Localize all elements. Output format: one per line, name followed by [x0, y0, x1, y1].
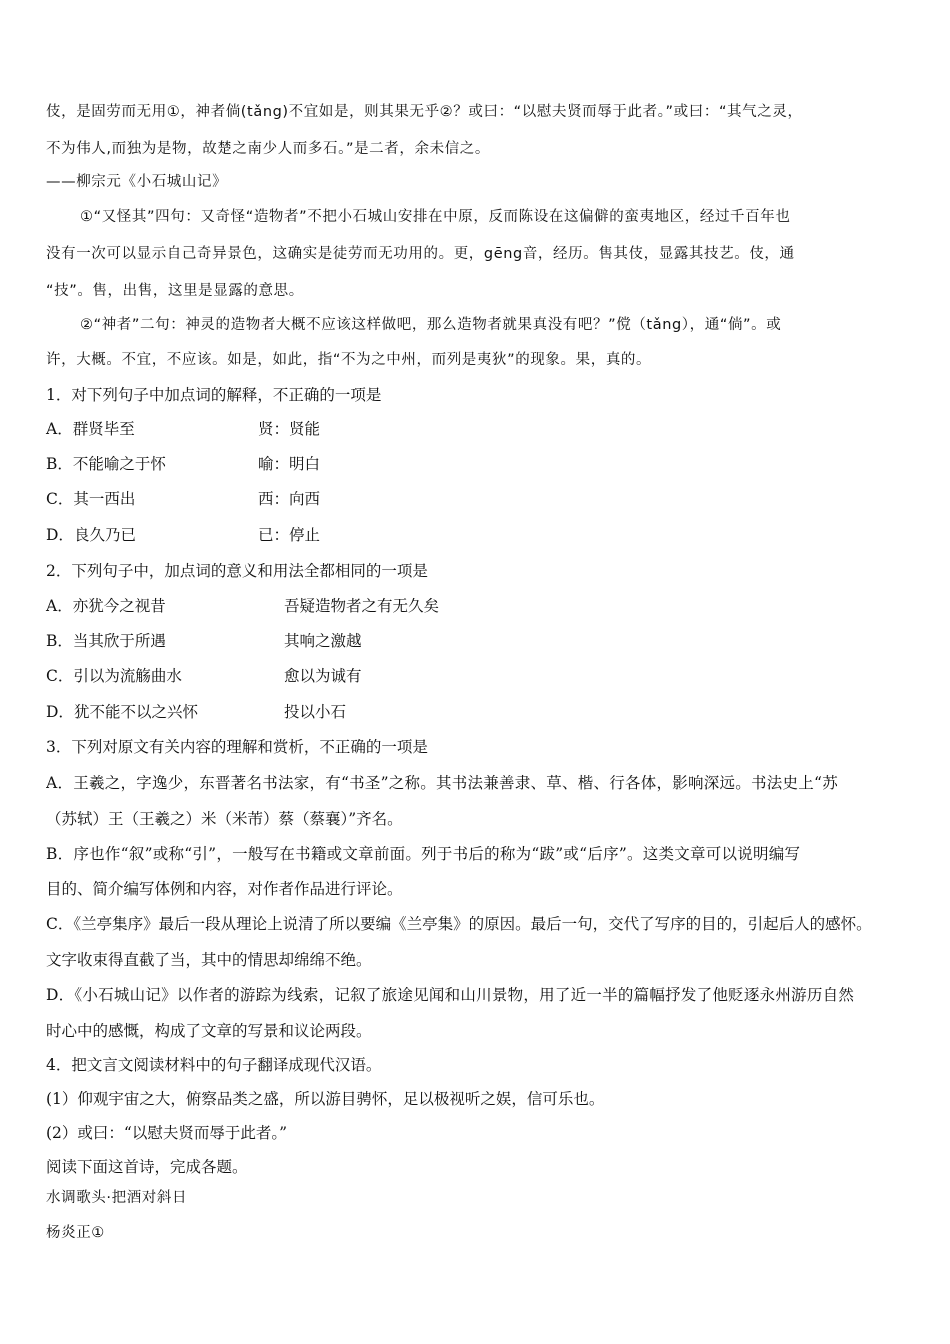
option-letter: D．: [46, 703, 74, 721]
q2-option-a: [46, 596, 166, 616]
q1-gloss-a: 贤：贤能: [258, 420, 321, 438]
option-text: 当其欣于所遇: [72, 632, 166, 650]
q4-item: (1）仰观宇宙之大，俯察品类之盛，所以游目骋怀，足以极视听之娱，信可乐也。: [46, 1090, 605, 1108]
q2-option-b: [46, 631, 166, 651]
option-text: 良久乃已: [73, 526, 136, 544]
option-text: 群贤毕至: [72, 420, 135, 438]
note-line: ②“神者”二句：神灵的造物者大概不应该这样做吧，那么造物者就果真没有吧？”傥（tǎng），通“倘”。或: [80, 317, 782, 333]
passage-source: ——柳宗元《小石城山记》: [46, 174, 228, 190]
q4-item: (2）或曰：“以慰夫贤而辱于此者。”: [46, 1124, 288, 1142]
q1-option-c: [46, 489, 135, 509]
q3-option-line: 时心中的感慨，构成了文章的写景和议论两段。: [46, 1022, 372, 1040]
poem-title: 水调歌头·把酒对斜日: [46, 1190, 188, 1206]
option-letter: A．: [46, 597, 73, 615]
q3-option-line: D．《小石城山记》以作者的游踪为线索，记叙了旅途见闻和山川景物，用了近一半的篇幅抒发了他贬逐永州游历自然: [46, 986, 855, 1004]
q3-option-line: B．序也作“叙”或称“引”，一般写在书籍或文章前面。列于书后的称为“跋”或“后序”。这类文章可以说明编写: [46, 845, 801, 863]
q1-gloss-c: 西：向西: [258, 490, 321, 508]
q2-option-c: [46, 666, 182, 686]
note-line: 没有一次可以显示自己奇异景色，这确实是徒劳而无功用的。更，gēng音，经历。售其伎，显露其技艺。伎，通: [46, 246, 795, 262]
option-letter: A．: [46, 420, 73, 438]
q2-pair-d: 投以小石: [284, 703, 347, 721]
poem-author: 杨炎正①: [46, 1225, 105, 1241]
option-text: 引以为流觞曲水: [73, 667, 182, 685]
q1-option-d: [46, 525, 136, 545]
q2-pair-b: 其响之激越: [284, 632, 362, 650]
question-3-stem: 3．下列对原文有关内容的理解和赏析，不正确的一项是: [46, 738, 428, 756]
option-letter: B．: [46, 632, 73, 650]
q3-option-line: A．王羲之，字逸少，东晋著名书法家，有“书圣”之称。其书法兼善隶、草、楷、行各体，影响深远。书法史上“苏: [46, 774, 838, 792]
option-text: 其一西出: [73, 490, 136, 508]
q3-option-line: 文字收束得直截了当，其中的情思却绵绵不绝。: [46, 951, 372, 969]
option-text: 犹不能不以之兴怀: [73, 703, 198, 721]
option-text: 不能喻之于怀: [72, 455, 166, 473]
q1-option-a: [46, 419, 135, 439]
passage-line: 伎，是固劳而无用①，神者倘(tǎng)不宜如是，则其果无乎②？或曰：“以慰夫贤而辱于此者。”或曰：“其气之灵，: [46, 104, 803, 120]
q2-pair-c: 愈以为诚有: [284, 667, 362, 685]
note-line: ①“又怪其”四句：又奇怪“造物者”不把小石城山安排在中原，反而陈设在这偏僻的蛮夷地区，经过千百年也: [80, 209, 791, 225]
option-letter: D．: [46, 526, 74, 544]
q1-gloss-d: 已：停止: [258, 526, 321, 544]
q2-pair-a: 吾疑造物者之有无久矣: [284, 597, 440, 615]
question-1-stem: 1．对下列句子中加点词的解释，不正确的一项是: [46, 386, 382, 404]
option-letter: C．: [46, 490, 74, 508]
option-text: 亦犹今之视昔: [72, 597, 166, 615]
note-line: 许，大概。不宜，不应该。如是，如此，指“不为之中州，而列是夷狄”的现象。果，真的。: [46, 352, 652, 368]
option-letter: C．: [46, 667, 74, 685]
question-4-stem: 4．把文言文阅读材料中的句子翻译成现代汉语。: [46, 1056, 382, 1074]
poem-intro: 阅读下面这首诗，完成各题。: [46, 1158, 248, 1176]
q1-option-b: [46, 454, 166, 474]
q3-option-line: （苏轼）王（王羲之）米（米芾）蔡（蔡襄）”齐名。: [46, 810, 403, 828]
q1-gloss-b: 喻：明白: [258, 455, 321, 473]
option-letter: B．: [46, 455, 73, 473]
q2-option-d: [46, 702, 198, 722]
q3-option-line: 目的、简介编写体例和内容，对作者作品进行评论。: [46, 880, 403, 898]
question-2-stem: 2．下列句子中，加点词的意义和用法全都相同的一项是: [46, 562, 428, 580]
q3-option-line: C．《兰亭集序》最后一段从理论上说清了所以要编《兰亭集》的原因。最后一句，交代了写序的目的，引起后人的感怀。: [46, 915, 872, 933]
note-line: “技”。售，出售，这里是显露的意思。: [46, 283, 304, 299]
passage-line: 不为伟人,而独为是物，故楚之南少人而多石。”是二者，余未信之。: [46, 141, 490, 157]
